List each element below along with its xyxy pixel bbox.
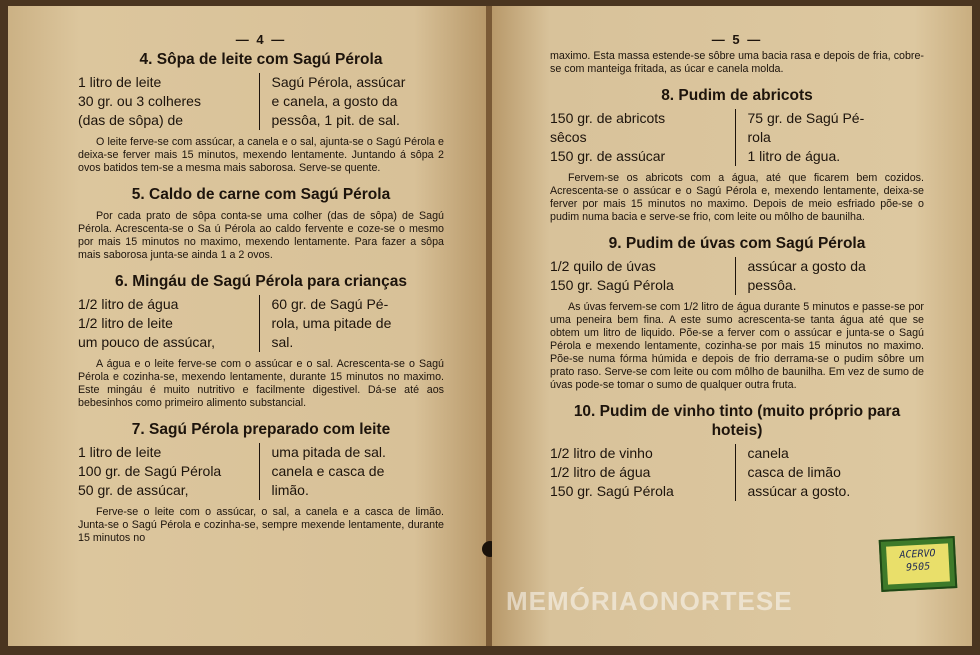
stamp-line: ACERVO bbox=[899, 548, 936, 561]
ingredients-right bbox=[736, 444, 925, 501]
ingredient-line: rola bbox=[747, 129, 771, 145]
ingredient-line: 1/2 litro de água bbox=[550, 464, 651, 480]
ingredients-left bbox=[550, 257, 736, 295]
ingredient-line: 150 gr. Sagú Pérola bbox=[550, 277, 674, 293]
ingredient-line: assúcar a gosto. bbox=[747, 483, 851, 499]
ingredient-line: 75 gr. de Sagú Pé- bbox=[747, 110, 865, 126]
ingredient-line: 1 litro de água. bbox=[747, 148, 841, 164]
ingredient-line: canela e casca de bbox=[271, 463, 385, 479]
recipe-title: 10. Pudim de vinho tinto (muito próprio para hoteis) bbox=[573, 403, 901, 439]
ingredients-left bbox=[78, 295, 260, 352]
ingredients bbox=[550, 257, 924, 295]
ingredient-line: limão. bbox=[271, 482, 309, 498]
ingredients-left bbox=[550, 109, 736, 166]
stamp-line: 9505 bbox=[905, 561, 931, 574]
ingredients-left bbox=[78, 73, 260, 130]
ingredients bbox=[550, 444, 924, 501]
recipe-title: 5. Caldo de carne com Sagú Pérola bbox=[131, 186, 391, 203]
left-page bbox=[8, 6, 486, 646]
recipe bbox=[78, 420, 444, 545]
ingredient-line: (das de sôpa) de bbox=[78, 112, 184, 128]
ingredient-line: sal. bbox=[271, 334, 294, 350]
ingredient-line: casca de limão bbox=[747, 464, 841, 480]
recipe bbox=[550, 402, 924, 501]
ingredient-line: 1/2 litro de leite bbox=[78, 315, 173, 331]
page-number: — 5 — bbox=[711, 32, 763, 47]
ingredient-line: Sagú Pérola, assúcar bbox=[271, 74, 406, 90]
recipe-text: Ferve-se o leite com o assúcar, o sal, a canela e a casca de limão. Junta-se o Sagú Pérola e cozinha-se, sempre mexende lentamente, durante 15 minutos no bbox=[78, 506, 444, 544]
archive-stamp bbox=[879, 536, 958, 592]
ingredient-line: 100 gr. de Sagú Pérola bbox=[78, 463, 222, 479]
ingredient-line: pessôa. bbox=[747, 277, 797, 293]
recipe-title: 7. Sagú Pérola preparado com leite bbox=[131, 421, 391, 438]
ingredients bbox=[78, 73, 444, 130]
ingredient-line: canela bbox=[747, 445, 789, 461]
ingredient-line: 50 gr. de assúcar, bbox=[78, 482, 189, 498]
recipe bbox=[78, 50, 444, 175]
ingredient-line: pessôa, 1 pit. de sal. bbox=[271, 112, 400, 128]
recipe bbox=[550, 234, 924, 392]
recipe-text: As úvas fervem-se com 1/2 litro de água durante 5 minutos e passe-se por uma peneira bem fina. A este sumo acrescenta-se tanta água até que se obtem um litro de liquido. Põe-se a ferver com o assúcar e junta-se o Sagú Pérola e mexendo lentamente, cozinha-se por mais 15 minutos no maximo. Põe-se numa fórma húmida e depois de frio derrama-se o pudim sôbre um prato raso. Serve-se com leite ou com môlho de baunilha. Em vez de sumo de úvas pode-se tomar o sumo de qualquer outra fruta. bbox=[550, 301, 924, 391]
ingredient-line: assúcar a gosto da bbox=[747, 258, 866, 274]
ingredients-right bbox=[260, 295, 445, 352]
recipe-text: Por cada prato de sôpa conta-se uma colher (das de sôpa) de Sagú Pérola. Acrescenta-se o Sa ú Pérola ao caldo fervente e coze-se o mesmo por mais 15 minutos no maximo, mexendo lentamente. Para fazer a sôpa mais saborosa junta-se ainda 1 a 2 ovos. bbox=[78, 210, 444, 261]
ingredients-left bbox=[78, 443, 260, 500]
stamp-label bbox=[886, 543, 950, 584]
recipe-list bbox=[550, 86, 924, 501]
ingredient-line: 30 gr. ou 3 colheres bbox=[78, 93, 201, 109]
ingredient-line: 150 gr. de abricots bbox=[550, 110, 666, 126]
ingredient-line: 150 gr. de assúcar bbox=[550, 148, 666, 164]
ingredients bbox=[78, 295, 444, 352]
page-number: — 4 — bbox=[235, 32, 287, 47]
recipe-text: Fervem-se os abricots com a água, até que ficarem bem cozidos. Acrescenta-se o assúcar e o Sagú Pérola e, mexendo lentamente, deixa-se ferver por mais 15 minutos no maximo. Depois de meio esfriado põe-se o pudim numa bacia e serve-se frio, com leite ou môlho de baunilha. bbox=[550, 172, 924, 223]
ingredient-line: 1 litro de leite bbox=[78, 74, 162, 90]
recipe-title: 6. Mingáu de Sagú Pérola para crianças bbox=[114, 273, 408, 290]
ingredient-line: 1/2 quilo de úvas bbox=[550, 258, 656, 274]
continuation-text: maximo. Esta massa estende-se sôbre uma bacia rasa e depois de fria, cobre-se com manteiga fritada, as úcar e canela molda. bbox=[550, 50, 924, 75]
ingredient-line: 1 litro de leite bbox=[78, 444, 162, 460]
ingredients bbox=[78, 443, 444, 500]
recipe-list bbox=[78, 50, 444, 545]
ingredients-right bbox=[260, 443, 445, 500]
ingredient-line: sêcos bbox=[550, 129, 587, 145]
ingredients bbox=[550, 109, 924, 166]
recipe bbox=[78, 272, 444, 410]
ingredient-line: 60 gr. de Sagú Pé- bbox=[271, 296, 389, 312]
recipe-text: A água e o leite ferve-se com o assúcar e o sal. Acrescenta-se o Sagú Pérola e cozinha-se, mexendo lentamente, durante 15 minutos no maximo. Este mingáu é muito nutritivo e facilmente digestivel. Dá-se até aos bebesinhos como primeiro alimento substancial. bbox=[78, 358, 444, 409]
recipe-title: 4. Sôpa de leite com Sagú Pérola bbox=[139, 51, 383, 68]
ingredients-right bbox=[736, 109, 925, 166]
recipe-text: O leite ferve-se com assúcar, a canela e o sal, ajunta-se o Sagú Pérola e deixa-se ferver mais 15 minutos, mexendo lentamente. Juntando á sôpa 2 ovos batidos tem-se a mesma mais saborosa. Serve-se quente. bbox=[78, 136, 444, 174]
ingredients-left bbox=[550, 444, 736, 501]
ingredients-right bbox=[260, 73, 445, 130]
ingredient-line: 150 gr. Sagú Pérola bbox=[550, 483, 674, 499]
ingredients-right bbox=[736, 257, 925, 295]
ingredient-line: e canela, a gosto da bbox=[271, 93, 398, 109]
ingredient-line: 1/2 litro de água bbox=[78, 296, 179, 312]
ingredient-line: um pouco de assúcar, bbox=[78, 334, 215, 350]
recipe-title: 8. Pudim de abricots bbox=[661, 87, 813, 104]
recipe bbox=[78, 185, 444, 262]
ingredient-line: rola, uma pitade de bbox=[271, 315, 392, 331]
ingredient-line: uma pitada de sal. bbox=[271, 444, 386, 460]
recipe-title: 9. Pudim de úvas com Sagú Pérola bbox=[608, 235, 866, 252]
watermark: MEMÓRIAONORTESE bbox=[506, 586, 793, 616]
ingredient-line: 1/2 litro de vinho bbox=[550, 445, 653, 461]
recipe bbox=[550, 86, 924, 224]
